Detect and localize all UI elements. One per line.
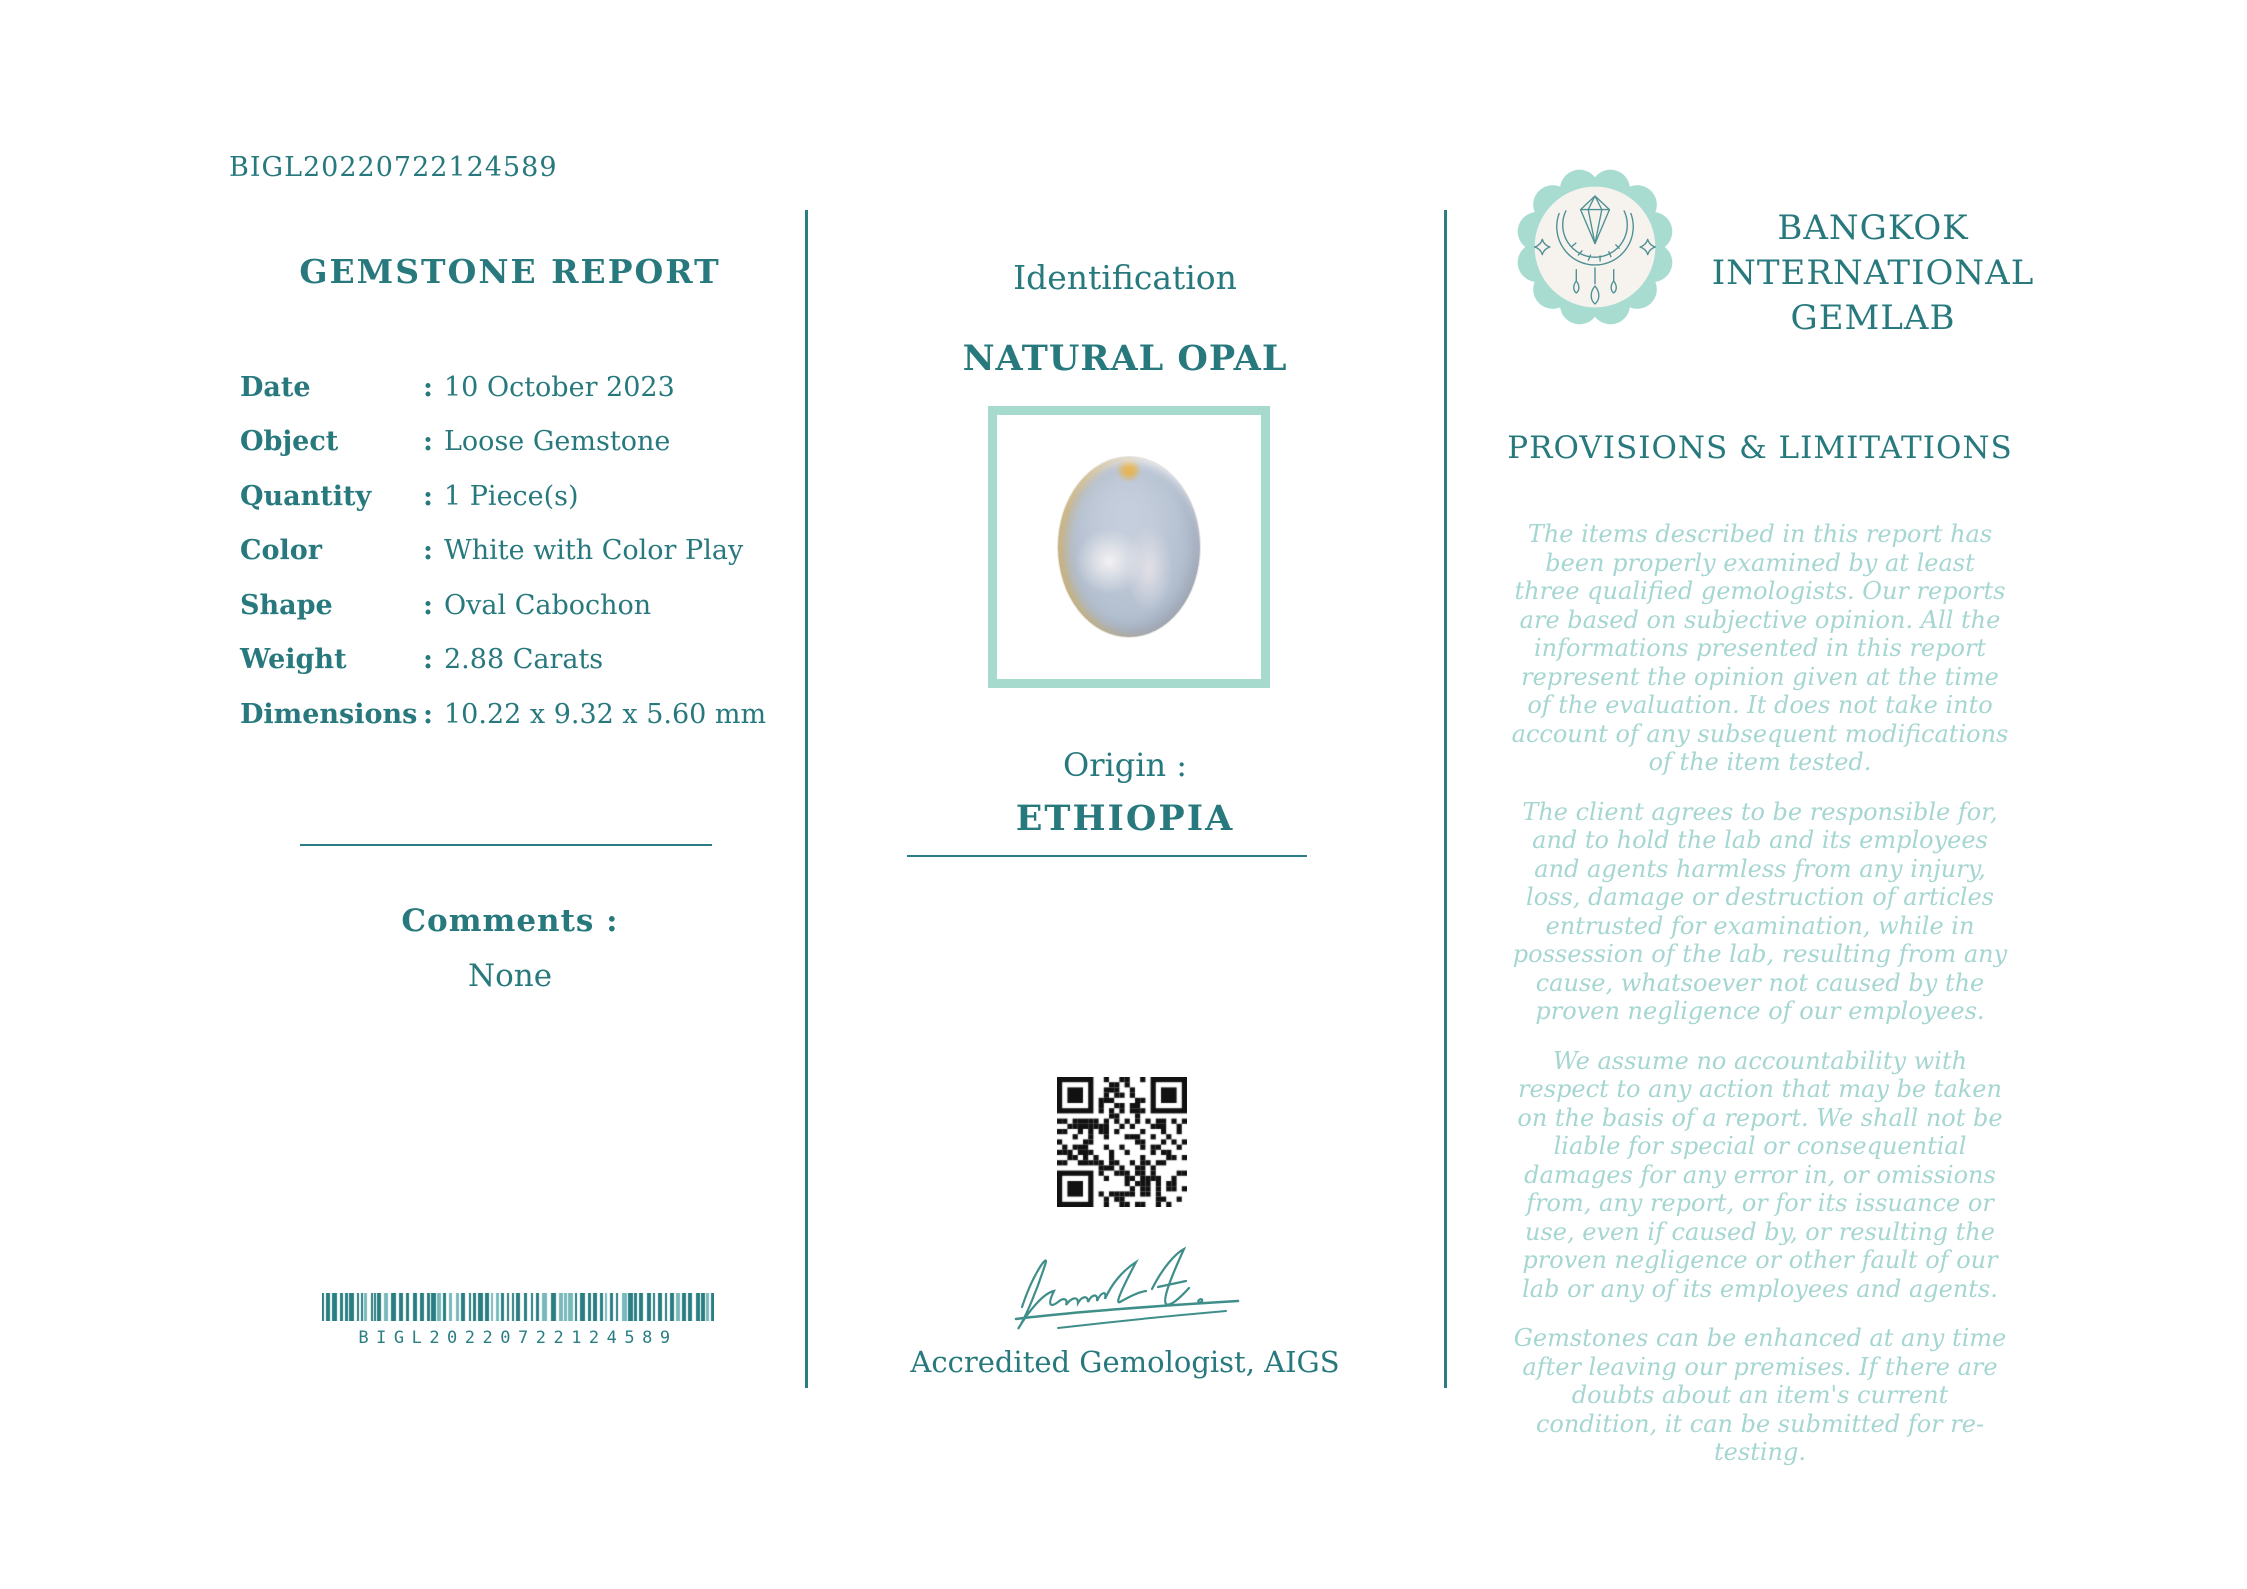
origin-label: Origin : (1062, 746, 1188, 784)
provisions-paragraph-3: We assume no accountability with respect to any action that may be taken on the basis of a report. We shall not be liable for special or consequential damages for any error in, or omissions from, any report, or for its issuance or use, even if caused by, or resulting the proven negligence or other fault of our lab or any of its employees and agents. (1517, 1046, 2003, 1303)
field-value-object: Loose Gemstone (444, 426, 671, 458)
middle-section-rule (907, 855, 1307, 857)
field-colon: : (423, 371, 433, 403)
provisions-paragraphs (1510, 520, 2010, 1488)
identification-heading: Identification (1013, 258, 1237, 297)
origin-value: ETHIOPIA (1015, 798, 1235, 839)
comments-label: Comments : (401, 903, 619, 939)
gemologist-title: Accredited Gemologist, AIGS (910, 1345, 1340, 1379)
lab-name-line-3: GEMLAB (1790, 298, 1956, 338)
provisions-paragraph-2: The client agrees to be responsible for, and to hold the lab and its employees and agents harmless from any injury, loss, damage or destruction of articles entrusted for examination, while in possession of the lab, resulting from any cause, whatsoever not caused by the proven negligence of our employees. (1512, 797, 2008, 1025)
lab-name (1680, 206, 2066, 341)
gemologist-signature (1000, 1243, 1260, 1343)
barcode (322, 1293, 714, 1348)
provisions-paragraph-4: Gemstones can be enhanced at any time after leaving our premises. If there are doubts about an item's current condition, it can be submitted for re-testing. (1513, 1324, 2007, 1466)
column-divider-right (1444, 210, 1447, 1388)
field-value-shape: Oval Cabochon (444, 589, 652, 621)
comments-value: None (467, 958, 553, 994)
field-value-dimensions: 10.22 x 9.32 x 5.60 mm (444, 698, 767, 730)
gem-photo-frame (988, 406, 1270, 688)
field-label-shape: Shape (240, 589, 333, 621)
provisions-paragraph-1: The items described in this report has been properly examined by at least three qualified gemologists. Our reports are based on subjective opinion. All the informations presented in this report represent the opinion given at the time of the evaluation. It does not take into account of any subsequent modifications of the item tested. (1511, 520, 2009, 776)
field-value-quantity: 1 Piece(s) (444, 480, 579, 512)
field-label-object: Object (240, 426, 339, 458)
signature-icon (1000, 1243, 1260, 1343)
qr-code (1057, 1077, 1187, 1207)
field-value-weight: 2.88 Carats (444, 644, 604, 676)
lab-header (1510, 162, 2066, 341)
gem-attributes-table (240, 360, 780, 742)
left-section-rule (300, 844, 712, 846)
field-colon: : (423, 644, 433, 676)
lab-name-line-1: BANGKOK (1777, 208, 1969, 248)
barcode-bars (322, 1293, 714, 1321)
field-label-date: Date (240, 371, 311, 403)
field-colon: : (423, 589, 433, 621)
field-colon: : (423, 426, 433, 458)
column-divider-left (805, 210, 808, 1388)
identification-value: NATURAL OPAL (962, 338, 1288, 379)
provisions-title: PROVISIONS & LIMITATIONS (1507, 430, 2013, 466)
field-value-color: White with Color Play (444, 535, 744, 567)
field-label-quantity: Quantity (240, 480, 372, 512)
field-colon: : (423, 698, 433, 730)
field-label-weight: Weight (240, 644, 347, 676)
qr-code-canvas (1057, 1077, 1187, 1207)
field-colon: : (423, 535, 433, 567)
field-label-dimensions: Dimensions (240, 698, 418, 730)
lab-name-line-2: INTERNATIONAL (1711, 253, 2035, 293)
report-number: BIGL20220722124589 (229, 152, 558, 183)
opal-gem-photo (1058, 457, 1200, 637)
field-label-color: Color (240, 535, 322, 567)
barcode-text: BIGL20220722124589 (358, 1328, 678, 1348)
field-colon: : (423, 480, 433, 512)
field-value-date: 10 October 2023 (444, 371, 675, 403)
gemlab-logo-icon (1510, 162, 1680, 332)
report-title: GEMSTONE REPORT (299, 252, 721, 291)
